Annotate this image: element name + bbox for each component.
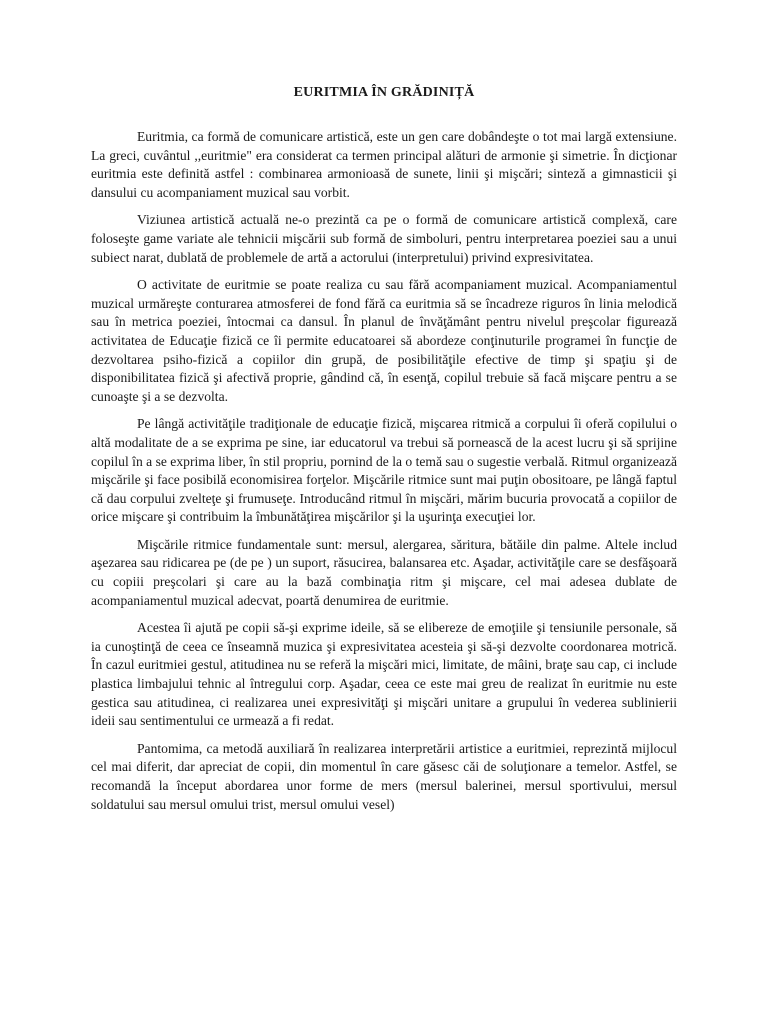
paragraph-1: Euritmia, ca formă de comunicare artistică, este un gen care dobândeşte o tot mai largă extensiune. La greci, cuvântul ,,euritmie" era considerat ca termen principal alături de armonie şi simetrie. În dicţionar euritmia este definită astfel : combinarea armonioasă de sunete, linii şi mişcări; sinteză a gimnasticii şi dansului cu acompaniament muzical sau vorbit. xyxy=(91,129,677,200)
document-body xyxy=(91,128,677,823)
document-title: EURITMIA ÎN GRĂDINIȚĂ xyxy=(293,85,475,100)
paragraph-5: Mişcările ritmice fundamentale sunt: mersul, alergarea, săritura, bătăile din palme. Altele includ aşezarea sau ridicarea pe (de pe ) un suport, răsucirea, balansarea etc. Aşadar, activităţile care se desfăşoară cu copiii preşcolari şi care au la bază combinaţia ritm şi mişcare, cel mai adesea dublate de acompaniamentul muzical adecvat, poartă denumirea de euritmie. xyxy=(91,536,677,608)
paragraph-3: O activitate de euritmie se poate realiza cu sau fără acompaniament muzical. Acompaniamentul muzical urmăreşte conturarea atmosferei de fond fără ca euritmia să se încadreze riguros în linia melodică sau în metrica poeziei, întocmai ca dansul. În planul de învăţământ pentru nivelul preşcolar figurează activitatea de Educaţie fizică ce îi permite educatoarei să abordeze conţinuturile programei în funcţie de dezvoltarea psiho-fizică a copiilor din grupă, de posibilităţile efective de timp şi spaţiu şi de disponibilitatea fizică şi afectivă proprie, gândind că, în esenţă, copilul trebuie să facă mişcare pentru a se cunoaşte şi a se dezvolta. xyxy=(91,277,677,404)
paragraph-7: Pantomima, ca metodă auxiliară în realizarea interpretării artistice a euritmiei, reprezintă mijlocul cel mai diferit, dar apreciat de copii, din momentul în care găsesc căi de soluţionare a temelor. Astfel, se recomandă la început abordarea unor forme de mers (mersul balerinei, mersul sportivului, mersul soldatului sau mersul omului trist, mersul omului vesel) xyxy=(91,740,677,812)
paragraph-6: Acestea îi ajută pe copii să-şi exprime ideile, să se elibereze de emoţiile şi tensiunile personale, să ia cunoştinţă de ceea ce înseamnă muzica şi expresivitatea acesteia şi să-şi dezvolte coordonarea motrică. În cazul euritmiei gestul, atitudinea nu se referă la mişcări mici, limitate, de mâini, braţe sau cap, ci include plastica limbajului tehnic al întregului corp. Aşadar, ceea ce este mai greu de realizat în euritmie nu este gestica sau atitudinea, ci realizarea unei expresivităţi şi mişcări unitare a grupului în vederea sublinierii ideii sau sentimentului ce urmează a fi redat. xyxy=(91,620,677,729)
paragraph-4: Pe lângă activităţile tradiţionale de educaţie fizică, mişcarea ritmică a corpului îi oferă copilului o altă modalitate de a se exprima pe sine, iar educatorul va trebui să pornească de la acest lucru şi să sprijine copilul în a se exprima liber, în stil propriu, pornind de la o temă sau o sugestie verbală. Ritmul organizează mişcările şi face posibilă economisirea forţelor. Mişcările ritmice sunt mai puţin obositoare, pe lângă faptul că dau corpului zvelteţe şi frumuseţe. Introducând ritmul în mişcări, mărim bucuria provocată a copiilor de orice mişcare şi contribuim la îmbunătăţirea mişcărilor şi la uşurinţa execuţiei lor. xyxy=(91,416,677,525)
paragraph-2: Viziunea artistică actuală ne-o prezintă ca pe o formă de comunicare artistică complexă, care foloseşte game variate ale tehnicii mişcării sub formă de simboluri, pentru interpretarea poeziei sau a unui subiect narat, dublată de problemele de artă a actorului (interpretului) privind expresivitatea. xyxy=(91,212,677,265)
